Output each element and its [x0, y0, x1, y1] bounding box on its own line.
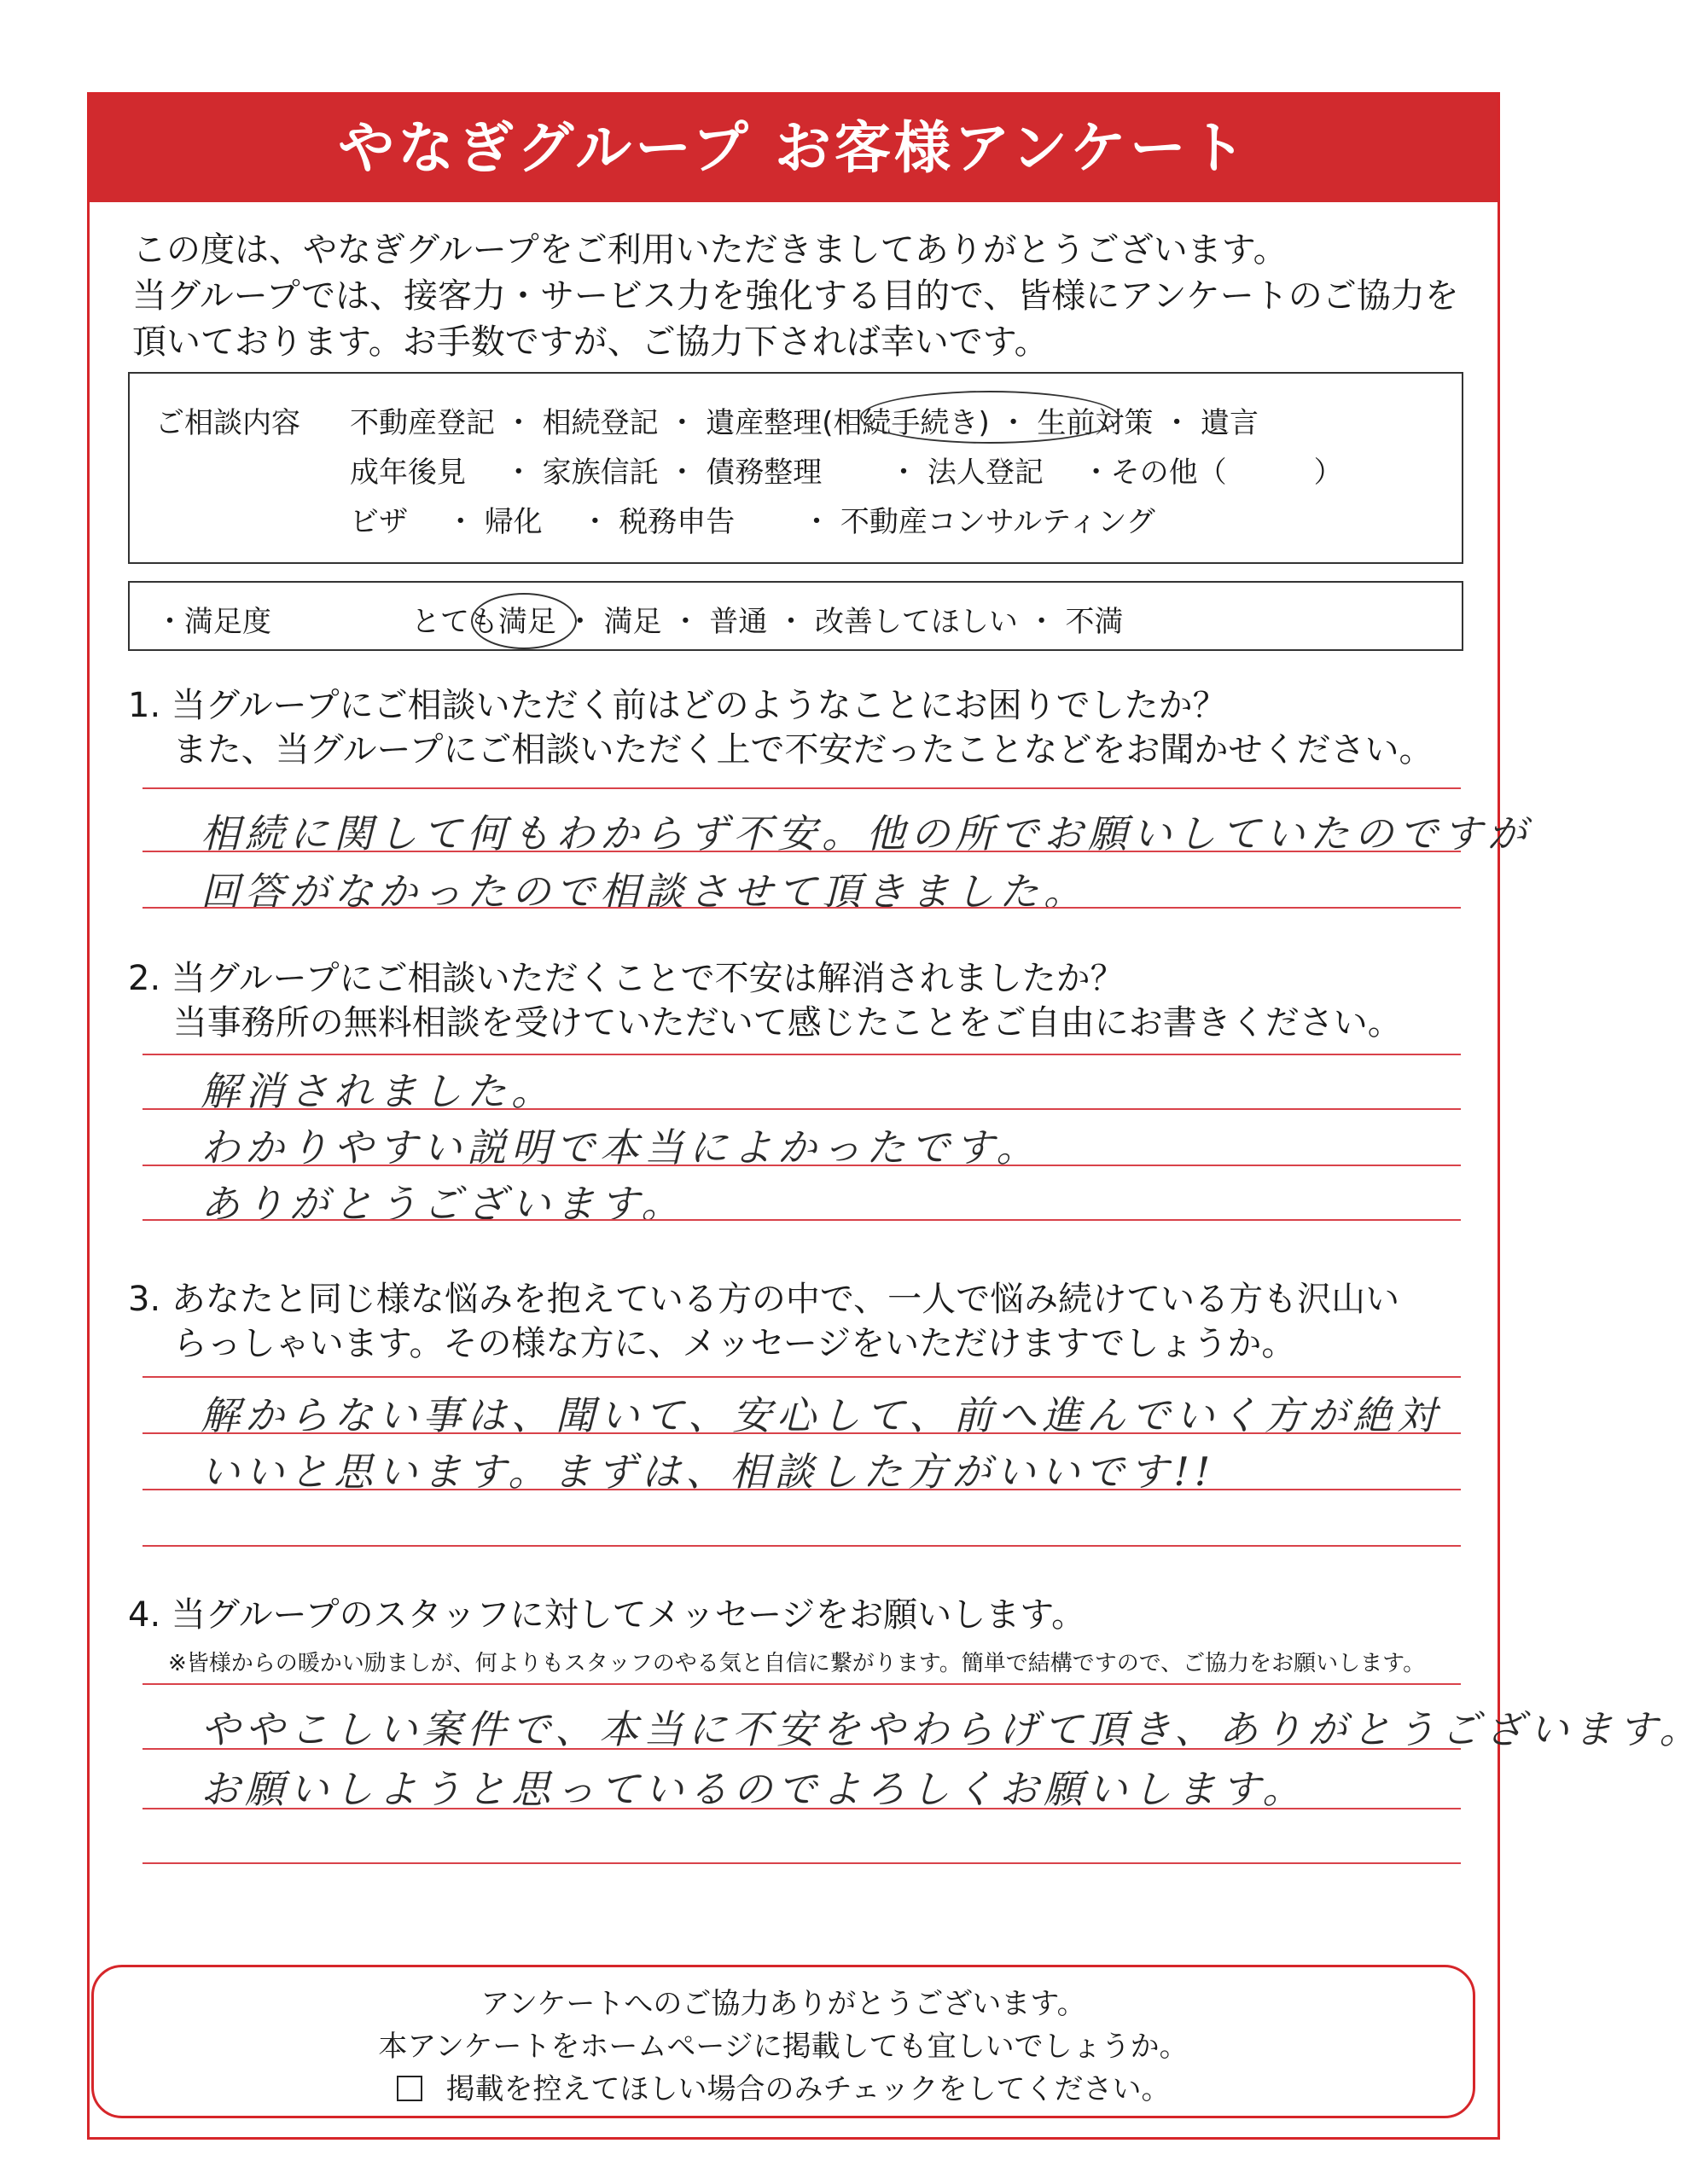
question-note: ※皆様からの暖かい励ましが、何よりもスタッフのやる気と自信に繋がります。簡単で結構ですので、ご協力をお願いします。 [168, 1651, 1426, 1676]
footer-thanks: アンケートへのご協力ありがとうございます。 [480, 1987, 1086, 2021]
answer-rule [142, 1748, 1461, 1750]
consent-checkbox[interactable] [397, 2076, 422, 2101]
question-line: 1. 当グループにご相談いただく前はどのようなことにお困りでしたか？ [128, 686, 1227, 725]
intro-line: この度は、やなぎグループをご利用いただきましてありがとうございます。 [132, 230, 1288, 270]
answer-rule [142, 1165, 1461, 1166]
consent-footer [91, 1965, 1475, 2118]
satisfaction-label: ・満足度 [155, 605, 271, 639]
footer-question: 本アンケートをホームページに掲載しても宜しいでしょうか。 [378, 2030, 1189, 2064]
answer-rule [142, 1054, 1461, 1055]
question-line: らっしゃいます。その様な方に、メッセージをいただけますでしょうか。 [128, 1324, 1296, 1363]
answer-rule [142, 1489, 1461, 1490]
question-3 [128, 1277, 1399, 1366]
answer-rule [142, 1376, 1461, 1378]
intro-line: 当グループでは、接客力・サービス力を強化する目的で、皆様にアンケートのご協力を [132, 276, 1459, 316]
consultation-options-row: 成年後見 ・ 家族信託 ・ 債務整理 ・ 法人登記 ・その他（ ） [350, 456, 1343, 490]
answer-rule [142, 1219, 1461, 1221]
consent-checkbox-label: 掲載を控えてほしい場合のみチェックをしてください。 [445, 2072, 1171, 2106]
selection-circle-mark [471, 593, 577, 649]
consultation-box [128, 372, 1463, 564]
handwritten-answer: ありがとうございます。 [201, 1181, 686, 1227]
intro-line: 頂いております。お手数ですが、ご協力下されば幸いです。 [132, 322, 1049, 362]
handwritten-answer: いいと思います。まずは、相談した方がいいです!! [201, 1449, 1216, 1495]
question-2 [128, 956, 1402, 1045]
answer-rule [142, 851, 1461, 852]
answer-rule [142, 1545, 1461, 1547]
consent-checkbox-row[interactable] [94, 2068, 1473, 2111]
question-line: 4. 当グループのスタッフに対してメッセージをお願いします。 [128, 1595, 1086, 1635]
answer-rule [142, 1808, 1461, 1809]
handwritten-answer: 回答がなかったので相談させて頂きました。 [201, 868, 1088, 915]
satisfaction-options: とても満足 ・ 満足 ・ 普通 ・ 改善してほしい ・ 不満 [411, 605, 1124, 639]
question-line: 2. 当グループにご相談いただくことで不安は解消されましたか？ [128, 959, 1125, 998]
handwritten-answer: ややこしい案件で、本当に不安をやわらげて頂き、ありがとうございます。 [201, 1706, 1704, 1752]
handwritten-answer: 解消されました。 [201, 1068, 555, 1114]
handwritten-answer: お願いしようと思っているのでよろしくお願いします。 [201, 1766, 1307, 1812]
question-line: 3. あなたと同じ様な悩みを抱えている方の中で、一人で悩み続けている方も沢山い [128, 1280, 1400, 1319]
consultation-label: ご相談内容 [155, 406, 300, 440]
selection-circle-mark [860, 391, 1120, 444]
question-line: また、当グループにご相談いただく上で不安だったことなどをお聞かせください。 [128, 730, 1434, 770]
handwritten-answer: 解からない事は、聞いて、安心して、前へ進んでいく方が絶対 [201, 1392, 1442, 1438]
answer-rule [142, 907, 1461, 909]
question-4 [128, 1593, 1085, 1637]
handwritten-answer: 相続に関して何もわからず不安。他の所でお願いしていたのですが [201, 810, 1532, 857]
survey-title: やなぎグループ お客様アンケート [90, 95, 1498, 202]
consultation-options-row: ビザ ・ 帰化 ・ 税務申告 ・ 不動産コンサルティング [350, 505, 1155, 539]
satisfaction-box [128, 581, 1463, 651]
answer-rule [142, 1683, 1461, 1685]
intro-text [132, 227, 1463, 365]
answer-rule [142, 787, 1461, 789]
answer-rule [142, 1108, 1461, 1110]
answer-rule [142, 1432, 1461, 1434]
handwritten-answer: わかりやすい説明で本当によかったです。 [201, 1124, 1041, 1170]
answer-rule [142, 1862, 1461, 1864]
consultation-options-row: 不動産登記 ・ 相続登記 ・ 遺産整理(相続手続き) ・ 生前対策 ・ 遺言 [350, 406, 1259, 440]
question-line: 当事務所の無料相談を受けていただいて感じたことをご自由にお書きください。 [128, 1003, 1402, 1043]
survey-sheet [87, 92, 1704, 2140]
question-1 [128, 683, 1434, 772]
